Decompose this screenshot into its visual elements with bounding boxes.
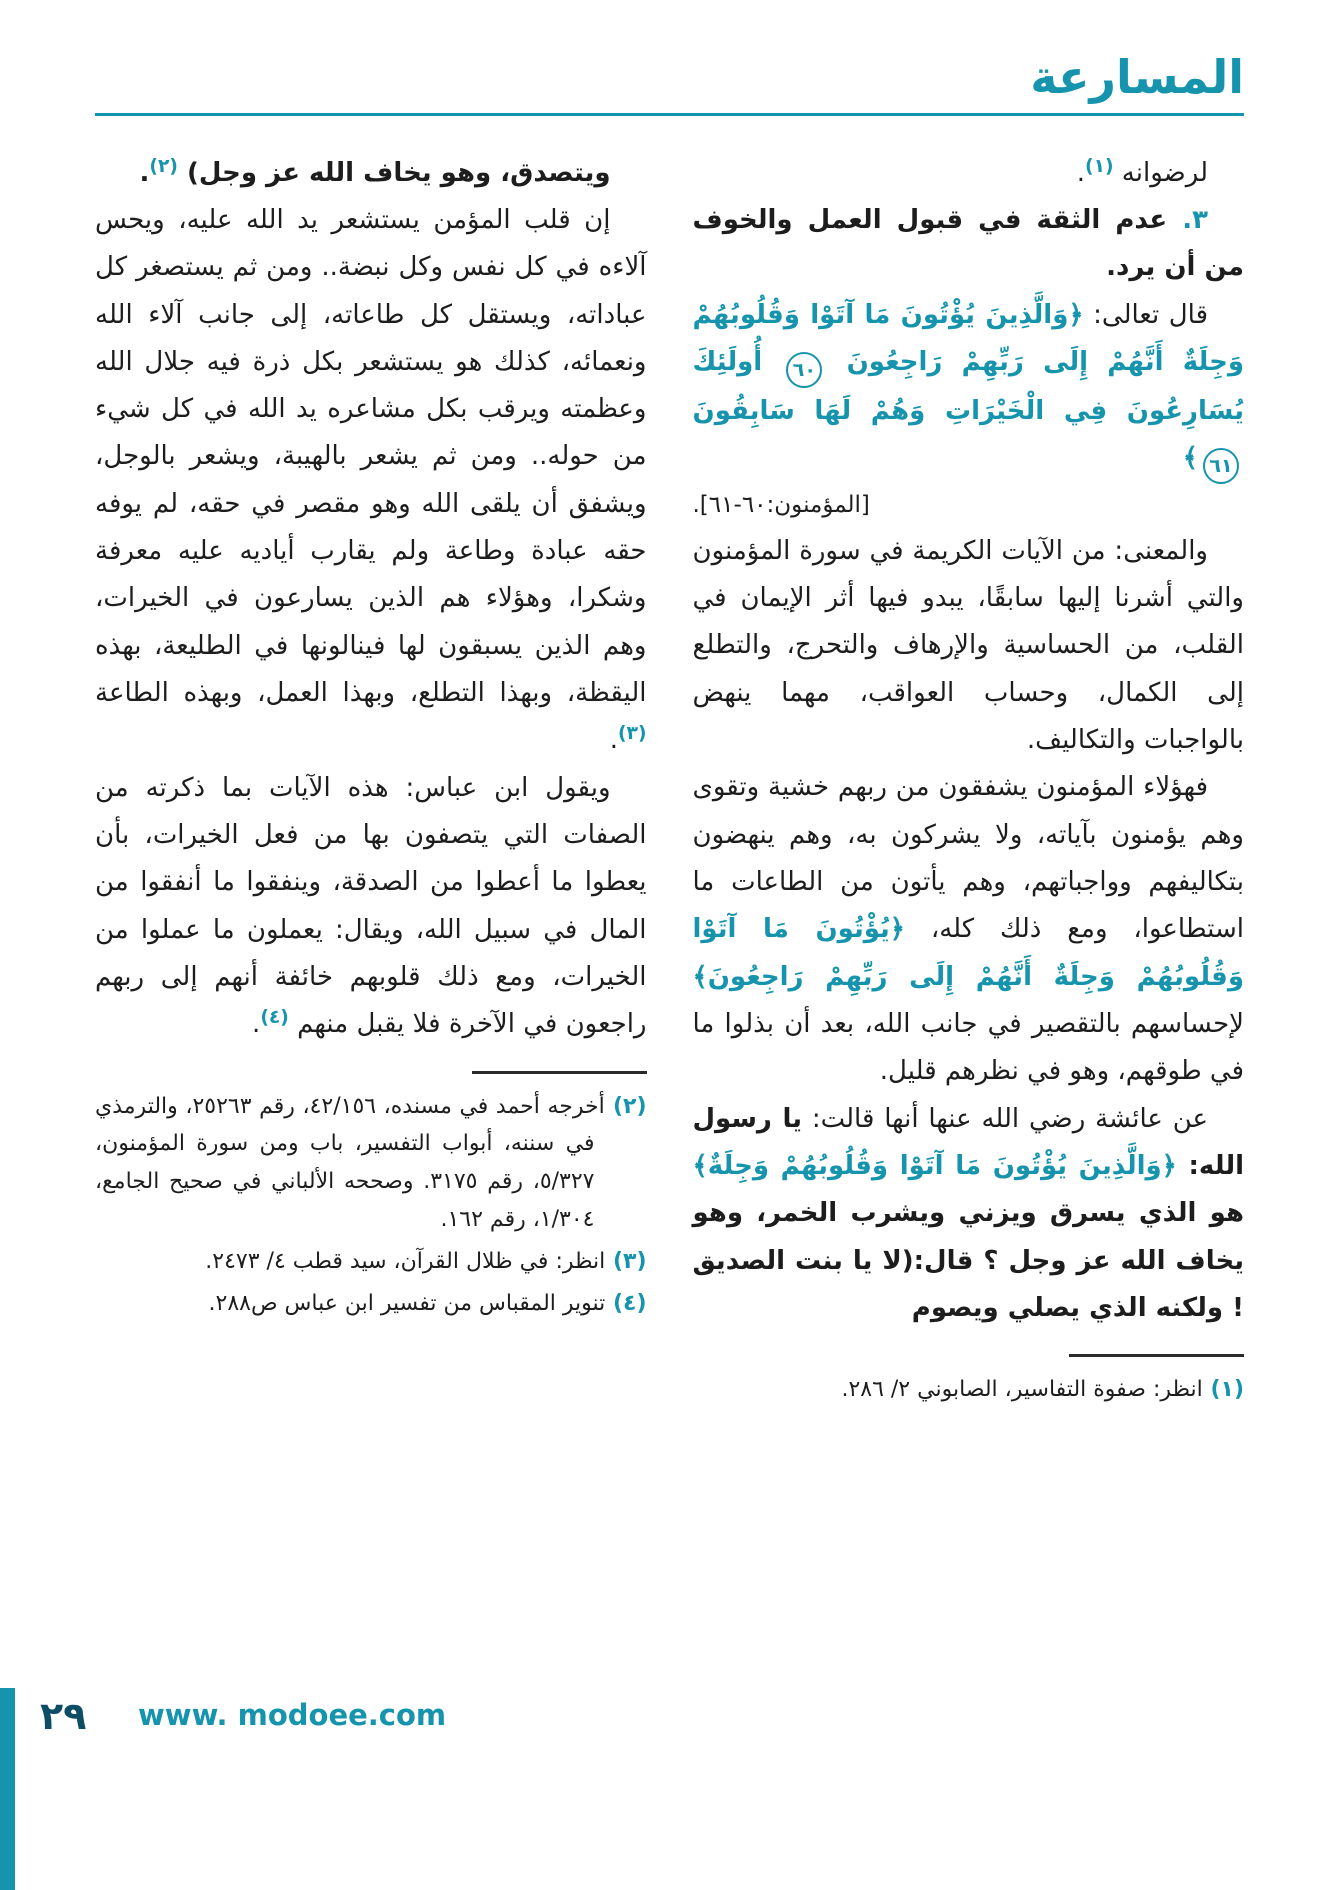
column-left [95,150,647,1413]
quran-verse-text: ﴾ [1182,443,1198,474]
page-header [0,0,1339,116]
text-segment: لإحساسهم بالتقصير في جانب الله، بعد أن بذلوا ما في طوقهم، وهو في نظرهم قليل. [692,1008,1244,1087]
book-title: المسارعة [1030,50,1244,104]
footnote [95,1088,647,1239]
aisha-hadith-paragraph [693,1096,1245,1333]
ibn-abbas-paragraph [95,765,647,1049]
footnotes [693,1371,1245,1409]
heart-of-believer-paragraph [95,197,647,765]
footnote [95,1243,647,1281]
quran-verse-text: ﴿وَالَّذِينَ يُؤْتُونَ مَا آتَوْا وَقُلُوبُهُمْ وَجِلَةٌ﴾ [692,1150,1177,1181]
footnote [95,1285,647,1323]
believers-paragraph [693,764,1245,1095]
hadith-continuation [95,150,647,197]
footnote-text: انظر: في ظلال القرآن، سيد قطب ٤/ ٢٤٧٣. [205,1248,606,1274]
page-number: ٢٩ [40,1694,87,1738]
ayah-number-badge: ٦١ [1203,448,1239,484]
footnote-divider [1069,1354,1244,1357]
footnote-ref: (٣) [617,723,647,745]
header-divider [95,113,1244,116]
footnote-text: انظر: صفوة التفاسير، الصابوني ٢/ ٢٨٦. [841,1377,1203,1403]
page-body [0,124,1339,1413]
text-segment: عن عائشة رضي الله عنها أنها قالت: [802,1103,1208,1134]
section-number: ٣. [1167,204,1208,235]
footnote-ref: (٢) [149,155,178,177]
footnote-number: (٤) [605,1290,647,1316]
ayah-number-badge: ٦٠ [786,352,822,388]
website-url: www. modoee.com [138,1698,447,1732]
quran-verse-text: أُولَئِكَ يُسَارِعُونَ فِي الْخَيْرَاتِ وَهُمْ لَهَا سَابِقُونَ [692,346,1244,426]
paragraphs [95,150,647,1049]
footnote-number: (٢) [604,1093,647,1119]
meaning-paragraph [693,528,1245,765]
text-segment: ويقول ابن عباس: هذه الآيات بما ذكرته من الصفات التي يتصفون بها من فعل الخيرات، بأن يعطوا ما أعطوا من الصدقة، وينفقوا ما أنفقوا من المال في سبيل الله، ويقال: يعملون ما عملوا من الخيرات، ومع ذلك قلوبهم خائفة أنهم إلى ربهم راجعون في الآخرة فلا يقبل منهم [95,772,647,1040]
text-segment: عدم الثقة في قبول العمل والخوف من أن يرد. [692,204,1244,283]
text-segment: . [252,1009,261,1040]
text-segment: . [609,725,618,756]
footnote-text: تنوير المقباس من تفسير ابن عباس ص٢٨٨. [208,1290,606,1316]
footnote-ref: (١) [1085,155,1114,177]
text-segment: . [139,157,150,188]
text-segment: يا رسول الله: [692,1103,1244,1181]
quran-verse-text: ﴿وَالَّذِينَ يُؤْتُونَ مَا آتَوْا وَقُلُوبُهُمْ وَجِلَةٌ أَنَّهُمْ إِلَى رَبِّهِمْ رَاجِعُونَ [692,299,1244,377]
text-segment: إن قلب المؤمن يستشعر يد الله عليه، ويحس آلاءه في كل نفس وكل نبضة.. ومن ثم يستصغر كل عباداته، ويستقل كل طاعاته، إلى جانب آلاء الله ونعمائه، كذلك هو يستشعر بكل ذرة فيه جلال الله وعظمته ويرقب بكل مشاعره يد الله في كل شيء من حوله.. ومن ثم يشعر بالهيبة، ويشعر بالوجل، ويشفق أن يلقى الله وهو مقصر في حقه، لم يوفه حقه عبادة وطاعة ولم يقارب أياديه عليه معرفة وشكرا، وهؤلاء هم الذين يسارعون في الخيرات، وهم الذين يسبقون لها فينالونها في الطليعة، بهذه اليقظة، وبهذا التطلع، وبهذا العمل، وبهذه الطاعة [95,204,647,709]
footnote-number: (٣) [605,1248,647,1274]
text-segment: هو الذي يسرق ويزني ويشرب الخمر، وهو يخاف الله عز وجل ؟ قال:(لا يا بنت الصديق ! ولكنه الذي يصلي ويصوم [692,1198,1244,1323]
verse-reference [693,484,1245,528]
text-segment: . [1076,157,1085,188]
quran-verse-block [693,292,1245,485]
footnote-divider [472,1071,647,1074]
continuation-line [693,150,1245,197]
spine-bar [0,1688,15,1890]
column-right [693,150,1245,1413]
paragraphs [693,150,1245,1333]
text-segment: فهؤلاء المؤمنون يشفقون من ربهم خشية وتقوى وهم يؤمنون بآياته، ولا يشركون به، وهم ينهضون بتكاليفهم وواجباتهم، وهم يأتون من الطاعات ما استطاعوا، ومع ذلك كله، [692,772,1244,945]
footnote-number: (١) [1202,1377,1244,1403]
text-segment: والمعنى: من الآيات الكريمة في سورة المؤمنون والتي أشرنا إليها سابقًا، يبدو فيها أثر الإيمان في القلب، من الحساسية والإرهاف والتحرج، والتطلع إلى الكمال، وحساب العواقب، مهما ينهض بالواجبات والتكاليف. [692,535,1244,756]
footnote [693,1371,1245,1409]
footnotes [95,1088,647,1323]
text-segment: ويتصدق، وهو يخاف الله عز وجل) [177,157,611,188]
footnote-text: أخرجه أحمد في مسنده، ٤٢/١٥٦، رقم ٢٥٢٦٣، والترمذي في سننه، أبواب التفسير، باب ومن سورة المؤمنون، ٥/٣٢٧، رقم ٣١٧٥. وصححه الألباني في صحيح الجامع، ١/٣٠٤، رقم ١٦٢. [95,1093,605,1233]
section-heading [693,197,1245,292]
text-segment: قال تعالى: [1083,299,1208,330]
verse-reference-text: [المؤمنون:٦٠-٦١]. [692,492,870,519]
footnote-ref: (٤) [260,1007,289,1029]
quran-verse-text: ﴿يُؤْتُونَ مَا آتَوْا وَقُلُوبُهُمْ وَجِلَةٌ أَنَّهُمْ إِلَى رَبِّهِمْ رَاجِعُونَ﴾ [692,914,1244,992]
text-segment: لرضوانه [1113,157,1208,188]
